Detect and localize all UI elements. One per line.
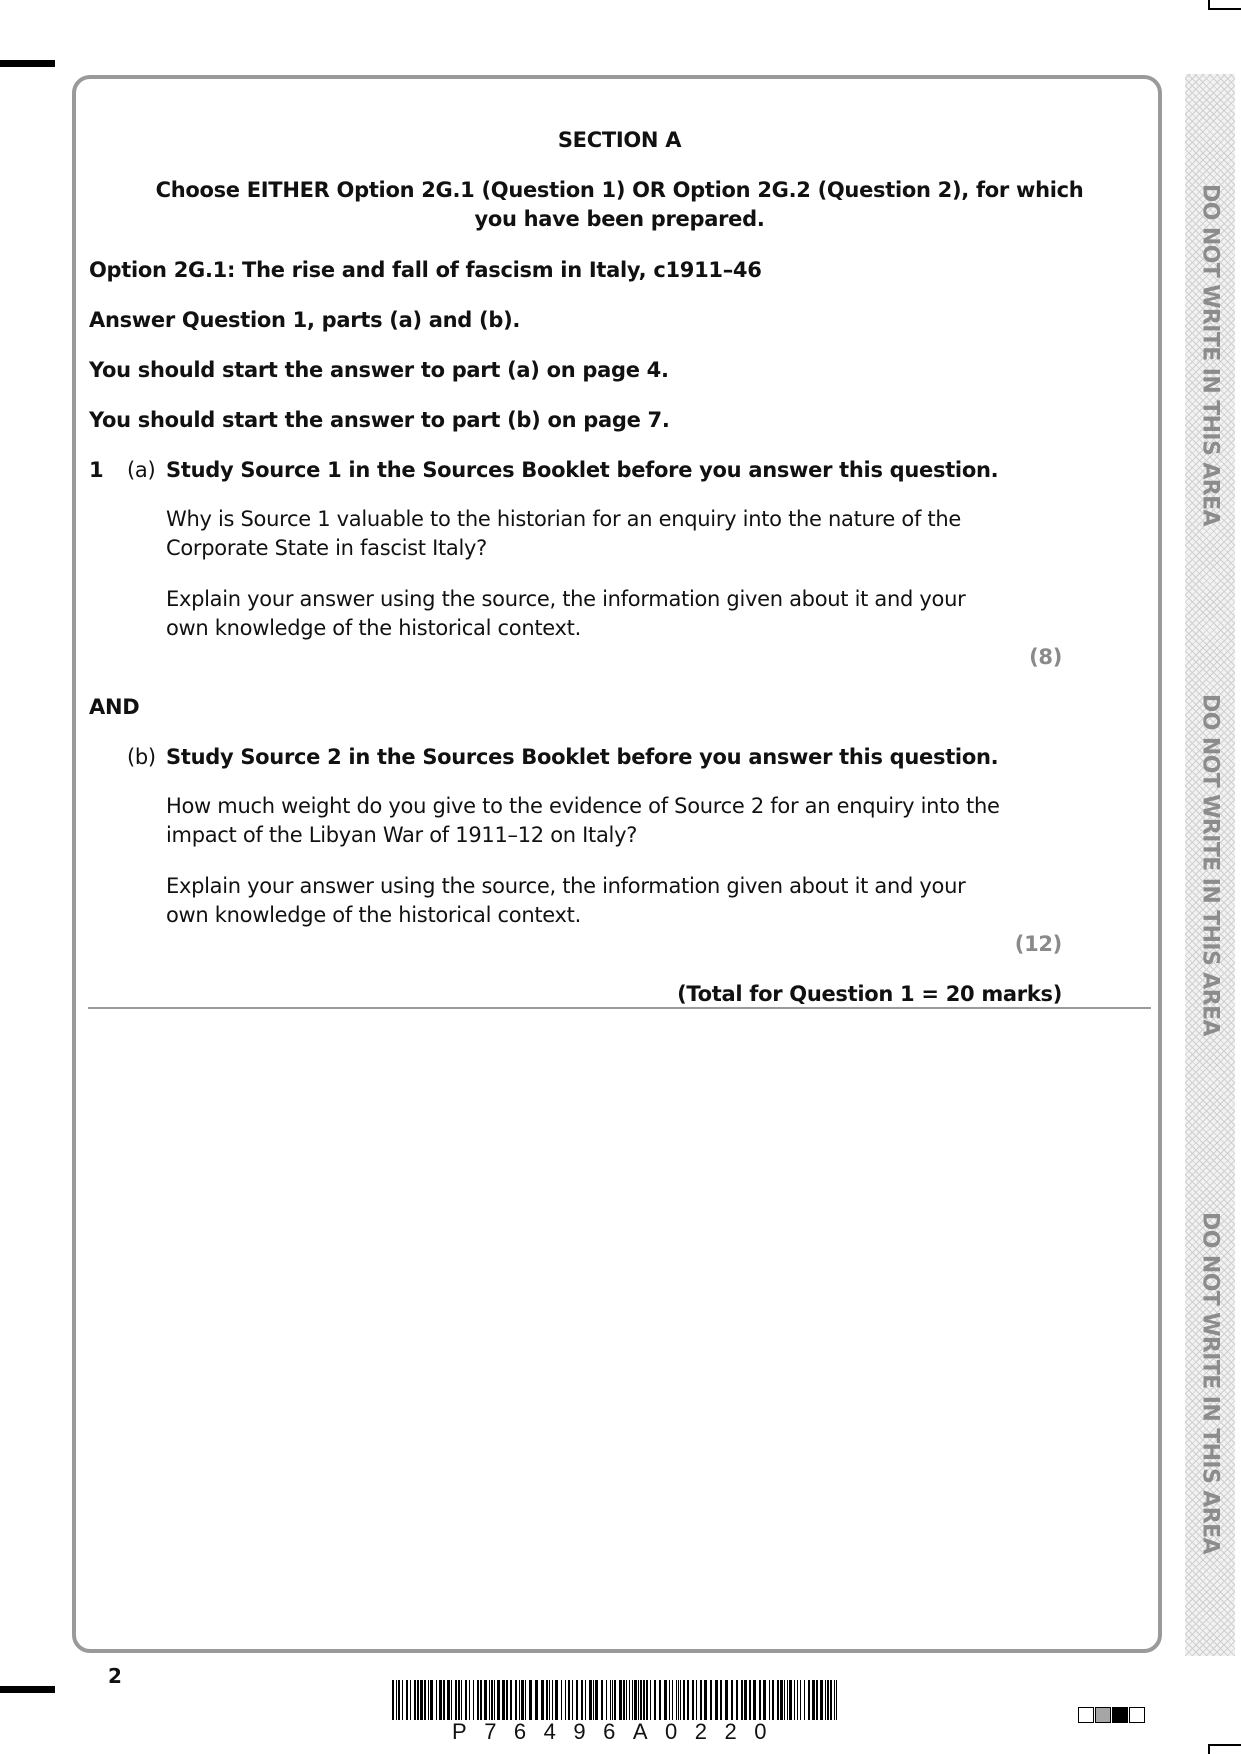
part-a-body-line1: Why is Source 1 valuable to the historian for an enquiry into the nature of the xyxy=(166,507,961,531)
square-grey xyxy=(1095,1707,1111,1723)
page-number: 2 xyxy=(108,1664,122,1688)
part-b-explain-line2: own knowledge of the historical context. xyxy=(166,903,581,927)
square-black xyxy=(1112,1707,1128,1723)
square-white-1 xyxy=(1078,1707,1094,1723)
instruction-answer: Answer Question 1, parts (a) and (b). xyxy=(89,308,521,332)
part-b-marks: (12) xyxy=(1014,932,1062,956)
part-a-marks: (8) xyxy=(1029,645,1062,669)
question-number: 1 xyxy=(89,458,104,482)
question-divider xyxy=(88,1007,1151,1009)
section-heading: SECTION A xyxy=(557,128,682,152)
choose-instruction-line2: you have been prepared. xyxy=(474,207,765,231)
part-a-body-line2: Corporate State in fascist Italy? xyxy=(166,536,487,560)
crop-mark-bottom-left xyxy=(0,1686,55,1693)
part-b-body-line2: impact of the Libyan War of 1911–12 on Italy? xyxy=(166,823,638,847)
crop-mark-bottom-right-h xyxy=(1208,1744,1241,1746)
instruction-part-a-page: You should start the answer to part (a) on page 4. xyxy=(89,358,669,382)
part-b-prompt: Study Source 2 in the Sources Booklet before you answer this question. xyxy=(166,745,999,769)
margin-warning-text: DO NOT WRITE IN THIS AREA xyxy=(1197,1212,1223,1554)
crop-mark-bottom-right-v xyxy=(1208,1744,1210,1754)
crop-mark-top-right-h xyxy=(1208,8,1241,10)
colour-squares xyxy=(1078,1707,1145,1723)
crop-mark-top-left xyxy=(0,60,55,67)
margin-warning-text: DO NOT WRITE IN THIS AREA xyxy=(1197,184,1223,526)
instruction-part-b-page: You should start the answer to part (b) on page 7. xyxy=(89,408,670,432)
choose-instruction-line1: Choose EITHER Option 2G.1 (Question 1) OR Option 2G.2 (Question 2), for which xyxy=(155,178,1084,202)
square-white-2 xyxy=(1129,1707,1145,1723)
part-a-prompt: Study Source 1 in the Sources Booklet before you answer this question. xyxy=(166,458,999,482)
barcode xyxy=(392,1680,844,1720)
part-b-body-line1: How much weight do you give to the evidence of Source 2 for an enquiry into the xyxy=(166,794,1000,818)
part-b-label: (b) xyxy=(127,745,156,769)
margin-warning-text: DO NOT WRITE IN THIS AREA xyxy=(1197,694,1223,1036)
part-a-explain-line2: own knowledge of the historical context. xyxy=(166,616,581,640)
crop-mark-top-right-v xyxy=(1208,0,1210,10)
option-title: Option 2G.1: The rise and fall of fascism in Italy, c1911–46 xyxy=(89,258,762,282)
part-b-explain-line1: Explain your answer using the source, the information given about it and your xyxy=(166,874,966,898)
question-total: (Total for Question 1 = 20 marks) xyxy=(677,982,1062,1006)
barcode-text: P76496A0220 xyxy=(452,1719,784,1744)
part-a-explain-line1: Explain your answer using the source, the information given about it and your xyxy=(166,587,966,611)
and-label: AND xyxy=(89,695,140,719)
part-a-label: (a) xyxy=(127,458,156,482)
